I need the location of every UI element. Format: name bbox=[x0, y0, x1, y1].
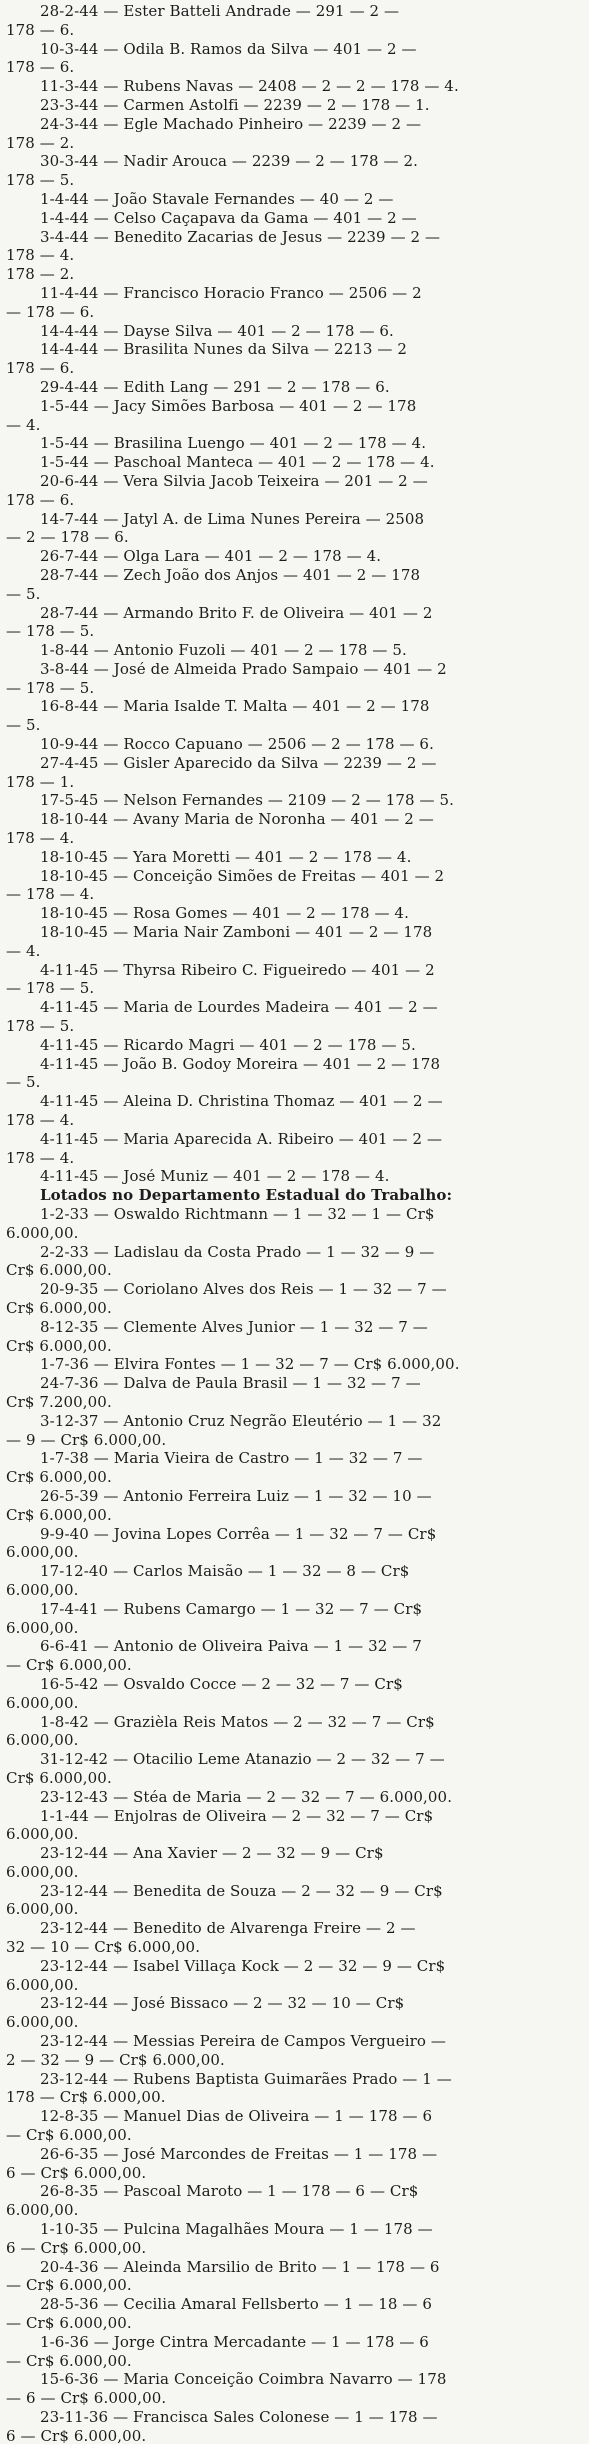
record-continuation: 6.000,00. bbox=[6, 1620, 79, 1636]
record-line: 4-11-45 — Maria Aparecida A. Ribeiro — 401 — 2 — bbox=[40, 1131, 443, 1147]
record-line: 23-3-44 — Carmen Astolfi — 2239 — 2 — 178 — 1. bbox=[40, 97, 430, 113]
record-continuation: 2 — 32 — 9 — Cr$ 6.000,00. bbox=[6, 2052, 225, 2068]
record-continuation: 6.000,00. bbox=[6, 1902, 79, 1918]
record-continuation: 178 — 5. bbox=[6, 173, 75, 189]
record-continuation: — 9 — Cr$ 6.000,00. bbox=[6, 1432, 167, 1448]
record-line: 23-12-44 — Benedita de Souza — 2 — 32 — 9 — Cr$ bbox=[40, 1883, 443, 1899]
record-line: 14-4-44 — Brasilita Nunes da Silva — 2213 — 2 bbox=[40, 342, 408, 358]
record-continuation: — 2 — 178 — 6. bbox=[6, 530, 129, 546]
record-line: 4-11-45 — Ricardo Magri — 401 — 2 — 178 — 5. bbox=[40, 1037, 416, 1053]
record-continuation: 6.000,00. bbox=[6, 1864, 79, 1880]
record-continuation: — 178 — 5. bbox=[6, 680, 95, 696]
record-continuation: Cr$ 7.200,00. bbox=[6, 1394, 112, 1410]
record-continuation: — 5. bbox=[6, 718, 41, 734]
record-continuation: 6 — Cr$ 6.000,00. bbox=[6, 2240, 147, 2256]
record-line: 26-8-35 — Pascoal Maroto — 1 — 178 — 6 — Cr$ bbox=[40, 2184, 419, 2200]
record-line: 1-8-42 — Grazièla Reis Matos — 2 — 32 — 7 — Cr$ bbox=[40, 1714, 435, 1730]
record-line: 23-12-44 — José Bissaco — 2 — 32 — 10 — Cr$ bbox=[40, 1996, 405, 2012]
record-line: 3-12-37 — Antonio Cruz Negrão Eleutério — 1 — 32 bbox=[40, 1413, 442, 1429]
record-continuation: 6.000,00. bbox=[6, 1977, 79, 1993]
record-line: 31-12-42 — Otacilio Leme Atanazio — 2 — 32 — 7 — bbox=[40, 1752, 445, 1768]
record-line: 16-5-42 — Osvaldo Cocce — 2 — 32 — 7 — Cr$ bbox=[40, 1676, 403, 1692]
record-line: 20-9-35 — Coriolano Alves dos Reis — 1 — 32 — 7 — bbox=[40, 1282, 447, 1298]
record-line: 26-7-44 — Olga Lara — 401 — 2 — 178 — 4. bbox=[40, 549, 382, 565]
record-line: 10-3-44 — Odila B. Ramos da Silva — 401 — 2 — bbox=[40, 41, 417, 57]
record-line: 18-10-45 — Maria Nair Zamboni — 401 — 2 — 178 bbox=[40, 925, 433, 941]
record-line: 4-11-45 — Thyrsa Ribeiro C. Figueiredo — 401 — 2 bbox=[40, 962, 435, 978]
record-continuation: — 178 — 4. bbox=[6, 887, 95, 903]
record-line: 23-12-44 — Benedito de Alvarenga Freire — 2 — bbox=[40, 1921, 416, 1937]
record-line: 1-4-44 — Celso Caçapava da Gama — 401 — 2 — bbox=[40, 210, 417, 226]
record-line: 18-10-45 — Rosa Gomes — 401 — 2 — 178 — 4. bbox=[40, 906, 409, 922]
record-continuation: 32 — 10 — Cr$ 6.000,00. bbox=[6, 1940, 201, 1956]
record-continuation: 178 — 4. bbox=[6, 831, 75, 847]
record-continuation: 6.000,00. bbox=[6, 2203, 79, 2219]
record-line: 3-4-44 — Benedito Zacarias de Jesus — 2239 — 2 — bbox=[40, 229, 441, 245]
record-line: 1-5-44 — Brasilina Luengo — 401 — 2 — 178 — 4. bbox=[40, 436, 427, 452]
record-continuation: — Cr$ 6.000,00. bbox=[6, 2316, 132, 2332]
record-line: 20-6-44 — Vera Silvia Jacob Teixeira — 201 — 2 — bbox=[40, 473, 428, 489]
record-line: 1-5-44 — Paschoal Manteca — 401 — 2 — 178 — 4. bbox=[40, 455, 435, 471]
record-continuation: Cr$ 6.000,00. bbox=[6, 1338, 112, 1354]
record-line: 15-6-36 — Maria Conceição Coimbra Navarro — 178 bbox=[40, 2372, 447, 2388]
record-line: 4-11-45 — João B. Godoy Moreira — 401 — 2 — 178 bbox=[40, 1056, 441, 1072]
record-line: 23-12-44 — Rubens Baptista Guimarães Prado — 1 — bbox=[40, 2071, 452, 2087]
record-line: 11-3-44 — Rubens Navas — 2408 — 2 — 2 — 178 — 4. bbox=[40, 79, 459, 95]
record-continuation: 178 — Cr$ 6.000,00. bbox=[6, 2090, 166, 2106]
record-continuation: — 5. bbox=[6, 1075, 41, 1091]
record-continuation: 178 — 4. bbox=[6, 1150, 75, 1166]
record-line: 1-8-44 — Antonio Fuzoli — 401 — 2 — 178 — 5. bbox=[40, 643, 407, 659]
record-line: 14-7-44 — Jatyl A. de Lima Nunes Pereira — 2508 bbox=[40, 511, 425, 527]
record-line: 27-4-45 — Gisler Aparecido da Silva — 2239 — 2 — bbox=[40, 755, 437, 771]
record-line: 30-3-44 — Nadir Arouca — 2239 — 2 — 178 — 2. bbox=[40, 154, 419, 170]
record-continuation: 6.000,00. bbox=[6, 2015, 79, 2031]
record-line: 28-7-44 — Armando Brito F. de Oliveira — 401 — 2 bbox=[40, 605, 433, 621]
record-line: 1-7-38 — Maria Vieira de Castro — 1 — 32 — 7 — bbox=[40, 1451, 423, 1467]
record-line: 28-2-44 — Ester Batteli Andrade — 291 — 2 — bbox=[40, 4, 400, 19]
record-line: 1-6-36 — Jorge Cintra Mercadante — 1 — 178 — 6 bbox=[40, 2334, 429, 2350]
record-continuation: 178 — 2. bbox=[6, 267, 75, 283]
record-line: 8-12-35 — Clemente Alves Junior — 1 — 32 — 7 — bbox=[40, 1319, 428, 1335]
record-line: 20-4-36 — Aleinda Marsilio de Brito — 1 — 178 — 6 bbox=[40, 2259, 440, 2275]
record-continuation: 6.000,00. bbox=[6, 1827, 79, 1843]
record-line: 26-5-39 — Antonio Ferreira Luiz — 1 — 32 — 10 — bbox=[40, 1488, 432, 1504]
record-line: 4-11-45 — Aleina D. Christina Thomaz — 401 — 2 — bbox=[40, 1094, 443, 1110]
record-line: 26-6-35 — José Marcondes de Freitas — 1 — 178 — bbox=[40, 2146, 438, 2162]
record-line: 23-12-44 — Isabel Villaça Kock — 2 — 32 — 9 — Cr$ bbox=[40, 1958, 446, 1974]
record-continuation: — 178 — 5. bbox=[6, 981, 95, 997]
record-line: 24-3-44 — Egle Machado Pinheiro — 2239 — 2 — bbox=[40, 116, 422, 132]
record-line: 14-4-44 — Dayse Silva — 401 — 2 — 178 — 6. bbox=[40, 323, 394, 339]
record-continuation: 178 — 2. bbox=[6, 135, 75, 151]
record-continuation: 6.000,00. bbox=[6, 1582, 79, 1598]
record-line: 18-10-44 — Avany Maria de Noronha — 401 — 2 — bbox=[40, 812, 434, 828]
record-continuation: Cr$ 6.000,00. bbox=[6, 1507, 112, 1523]
record-continuation: 178 — 5. bbox=[6, 1019, 75, 1035]
record-continuation: 6.000,00. bbox=[6, 1695, 79, 1711]
record-continuation: 178 — 6. bbox=[6, 60, 75, 76]
record-line: 11-4-44 — Francisco Horacio Franco — 2506 — 2 bbox=[40, 285, 422, 301]
record-continuation: 6.000,00. bbox=[6, 1733, 79, 1749]
record-line: 1-2-33 — Oswaldo Richtmann — 1 — 32 — 1 — Cr$ bbox=[40, 1207, 435, 1222]
record-continuation: 6.000,00. bbox=[6, 1225, 79, 1241]
record-line: 17-12-40 — Carlos Maisão — 1 — 32 — 8 — Cr$ bbox=[40, 1564, 410, 1580]
record-line: 17-5-45 — Nelson Fernandes — 2109 — 2 — 178 — 5. bbox=[40, 793, 455, 809]
record-continuation: 178 — 6. bbox=[6, 22, 75, 38]
record-line: 1-1-44 — Enjolras de Oliveira — 2 — 32 — 7 — Cr$ bbox=[40, 1808, 434, 1824]
record-continuation: — Cr$ 6.000,00. bbox=[6, 2278, 132, 2294]
record-line: 1-5-44 — Jacy Simões Barbosa — 401 — 2 — 178 bbox=[40, 398, 417, 414]
record-continuation: Cr$ 6.000,00. bbox=[6, 1770, 112, 1786]
record-continuation: 178 — 4. bbox=[6, 248, 75, 264]
record-line: 3-8-44 — José de Almeida Prado Sampaio — 401 — 2 bbox=[40, 661, 447, 677]
record-line: 4-11-45 — José Muniz — 401 — 2 — 178 — 4. bbox=[40, 1169, 390, 1185]
record-continuation: — Cr$ 6.000,00. bbox=[6, 1658, 132, 1674]
record-line: 23-12-43 — Stéa de Maria — 2 — 32 — 7 — 6.000,00. bbox=[40, 1789, 453, 1805]
record-line: 24-7-36 — Dalva de Paula Brasil — 1 — 32 — 7 — bbox=[40, 1376, 421, 1392]
record-continuation: — 4. bbox=[6, 943, 41, 959]
record-line: 17-4-41 — Rubens Camargo — 1 — 32 — 7 — Cr$ bbox=[40, 1601, 423, 1617]
record-continuation: — Cr$ 6.000,00. bbox=[6, 2128, 132, 2144]
record-continuation: — 178 — 6. bbox=[6, 304, 95, 320]
record-line: 23-12-44 — Ana Xavier — 2 — 32 — 9 — Cr$ bbox=[40, 1846, 384, 1862]
record-continuation: — Cr$ 6.000,00. bbox=[6, 2353, 132, 2369]
record-continuation: — 4. bbox=[6, 417, 41, 433]
record-line: 6-6-41 — Antonio de Oliveira Paiva — 1 — 32 — 7 bbox=[40, 1639, 422, 1655]
record-line: 18-10-45 — Conceição Simões de Freitas — 401 — 2 bbox=[40, 868, 445, 884]
record-continuation: 178 — 6. bbox=[6, 361, 75, 377]
record-continuation: Cr$ 6.000,00. bbox=[6, 1300, 112, 1316]
record-line: 16-8-44 — Maria Isalde T. Malta — 401 — 2 — 178 bbox=[40, 699, 430, 715]
record-line: 1-10-35 — Pulcina Magalhães Moura — 1 — 178 — bbox=[40, 2222, 433, 2238]
record-continuation: Cr$ 6.000,00. bbox=[6, 1263, 112, 1279]
record-continuation: — 5. bbox=[6, 586, 41, 602]
record-line: 23-12-44 — Messias Pereira de Campos Vergueiro — bbox=[40, 2034, 446, 2050]
section-heading: Lotados no Departamento Estadual do Trabalho: bbox=[40, 1188, 453, 1204]
record-line: 18-10-45 — Yara Moretti — 401 — 2 — 178 — 4. bbox=[40, 849, 412, 865]
record-continuation: Cr$ 6.000,00. bbox=[6, 1470, 112, 1486]
record-continuation: 6 — Cr$ 6.000,00. bbox=[6, 2165, 147, 2181]
record-continuation: 6.000,00. bbox=[6, 1545, 79, 1561]
record-continuation: — 178 — 5. bbox=[6, 624, 95, 640]
record-continuation: 178 — 6. bbox=[6, 492, 75, 508]
record-line: 2-2-33 — Ladislau da Costa Prado — 1 — 32 — 9 — bbox=[40, 1244, 435, 1260]
record-line: 1-4-44 — João Stavale Fernandes — 40 — 2 — bbox=[40, 191, 394, 207]
record-line: 28-7-44 — Zech João dos Anjos — 401 — 2 — 178 bbox=[40, 567, 421, 583]
record-line: 4-11-45 — Maria de Lourdes Madeira — 401 — 2 — bbox=[40, 1000, 438, 1016]
record-line: 1-7-36 — Elvira Fontes — 1 — 32 — 7 — Cr$ 6.000,00. bbox=[40, 1357, 460, 1373]
record-continuation: 178 — 1. bbox=[6, 774, 75, 790]
record-continuation: 6 — Cr$ 6.000,00. bbox=[6, 2428, 147, 2444]
record-continuation: — 6 — Cr$ 6.000,00. bbox=[6, 2391, 167, 2407]
record-line: 9-9-40 — Jovina Lopes Corrêa — 1 — 32 — 7 — Cr$ bbox=[40, 1526, 437, 1542]
record-line: 29-4-44 — Edith Lang — 291 — 2 — 178 — 6. bbox=[40, 379, 390, 395]
record-line: 28-5-36 — Cecilia Amaral Fellsberto — 1 — 18 — 6 bbox=[40, 2297, 432, 2313]
record-line: 23-11-36 — Francisca Sales Colonese — 1 — 178 — bbox=[40, 2410, 438, 2425]
record-continuation: 178 — 4. bbox=[6, 1113, 75, 1129]
record-line: 10-9-44 — Rocco Capuano — 2506 — 2 — 178 — 6. bbox=[40, 737, 434, 753]
record-line: 12-8-35 — Manuel Dias de Oliveira — 1 — 178 — 6 bbox=[40, 2109, 433, 2125]
